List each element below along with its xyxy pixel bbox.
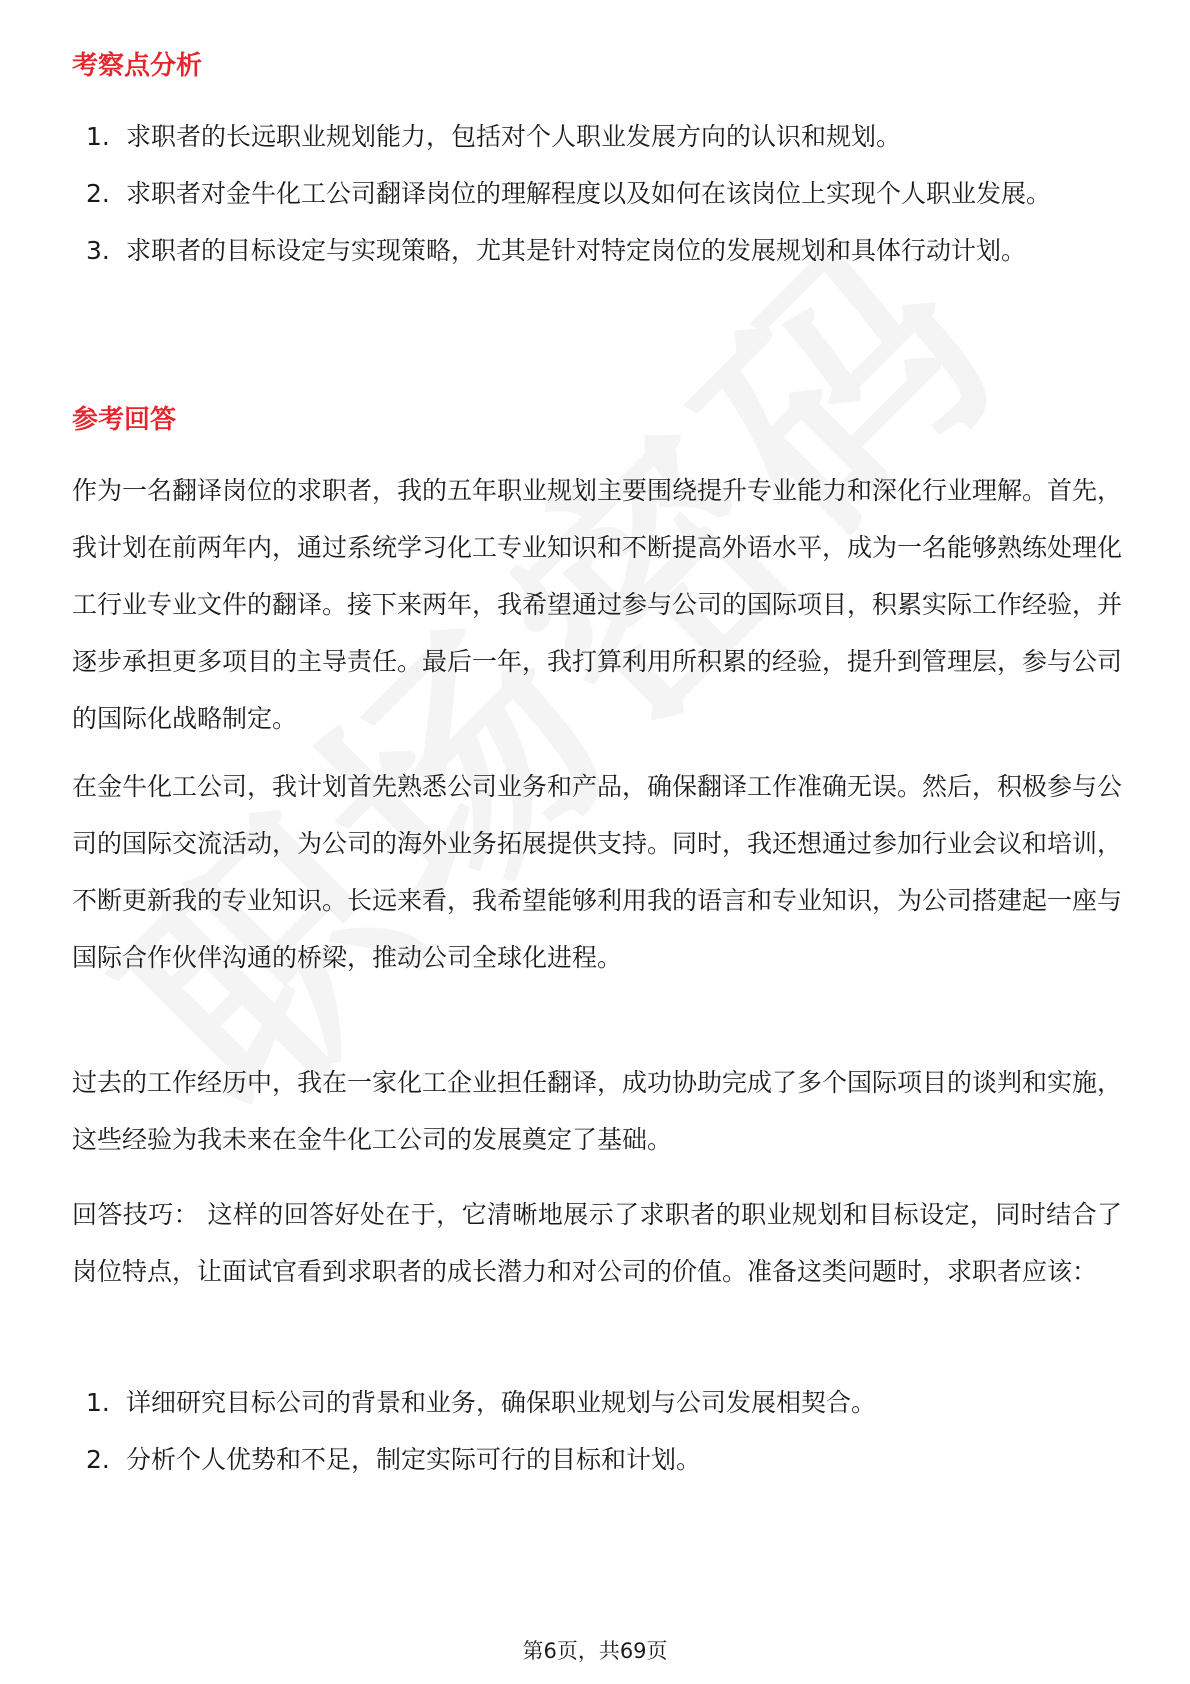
list-item	[72, 108, 1122, 165]
section-heading-answer: 参考回答	[72, 405, 177, 435]
list-item-text: 求职者对金牛化工公司翻译岗位的理解程度以及如何在该岗位上实现个人职业发展。	[126, 179, 1052, 208]
answer-paragraph-3: 过去的工作经历中，我在一家化工企业担任翻译，成功协助完成了多个国际项目的谈判和实施，这些经验为我未来在金牛化工公司的发展奠定了基础。	[72, 1068, 1123, 1154]
list-item-number: 2.	[86, 179, 110, 208]
list-item-text: 求职者的长远职业规划能力，包括对个人职业发展方向的认识和规划。	[126, 122, 902, 151]
list-item-number: 2.	[86, 1445, 110, 1474]
list-item	[72, 222, 1122, 279]
answer-paragraph-2: 在金牛化工公司，我计划首先熟悉公司业务和产品，确保翻译工作准确无误。然后，积极参与公司的国际交流活动，为公司的海外业务拓展提供支持。同时，我还想通过参加行业会议和培训，不断更新我的专业知识。长远来看，我希望能够利用我的语言和专业知识，为公司搭建起一座与国际合作伙伴沟通的桥梁，推动公司全球化进程。	[72, 772, 1123, 972]
page-number-footer: 第6页，共69页	[522, 1639, 668, 1663]
section-heading-analysis: 考察点分析	[72, 51, 203, 81]
list-item-number: 1.	[86, 1388, 110, 1417]
list-item	[72, 1374, 1122, 1431]
list-item	[72, 165, 1122, 222]
list-item-text: 详细研究目标公司的背景和业务，确保职业规划与公司发展相契合。	[126, 1388, 877, 1417]
tips-list	[72, 1374, 1122, 1488]
list-item-text: 分析个人优势和不足，制定实际可行的目标和计划。	[126, 1445, 702, 1474]
analysis-list	[72, 108, 1122, 279]
list-item-number: 3.	[86, 236, 110, 265]
list-item-text: 求职者的目标设定与实现策略，尤其是针对特定岗位的发展规划和具体行动计划。	[126, 236, 1027, 265]
answer-paragraph-1: 作为一名翻译岗位的求职者，我的五年职业规划主要围绕提升专业能力和深化行业理解。首先，我计划在前两年内，通过系统学习化工专业知识和不断提高外语水平，成为一名能够熟练处理化工行业专业文件的翻译。接下来两年，我希望通过参与公司的国际项目，积累实际工作经验，并逐步承担更多项目的主导责任。最后一年，我打算利用所积累的经验，提升到管理层，参与公司的国际化战略制定。	[72, 476, 1123, 733]
list-item	[72, 1431, 1122, 1488]
answer-tips-paragraph: 回答技巧： 这样的回答好处在于，它清晰地展示了求职者的职业规划和目标设定，同时结合了岗位特点，让面试官看到求职者的成长潜力和对公司的价值。准备这类问题时，求职者应该：	[72, 1200, 1122, 1286]
list-item-number: 1.	[86, 122, 110, 151]
